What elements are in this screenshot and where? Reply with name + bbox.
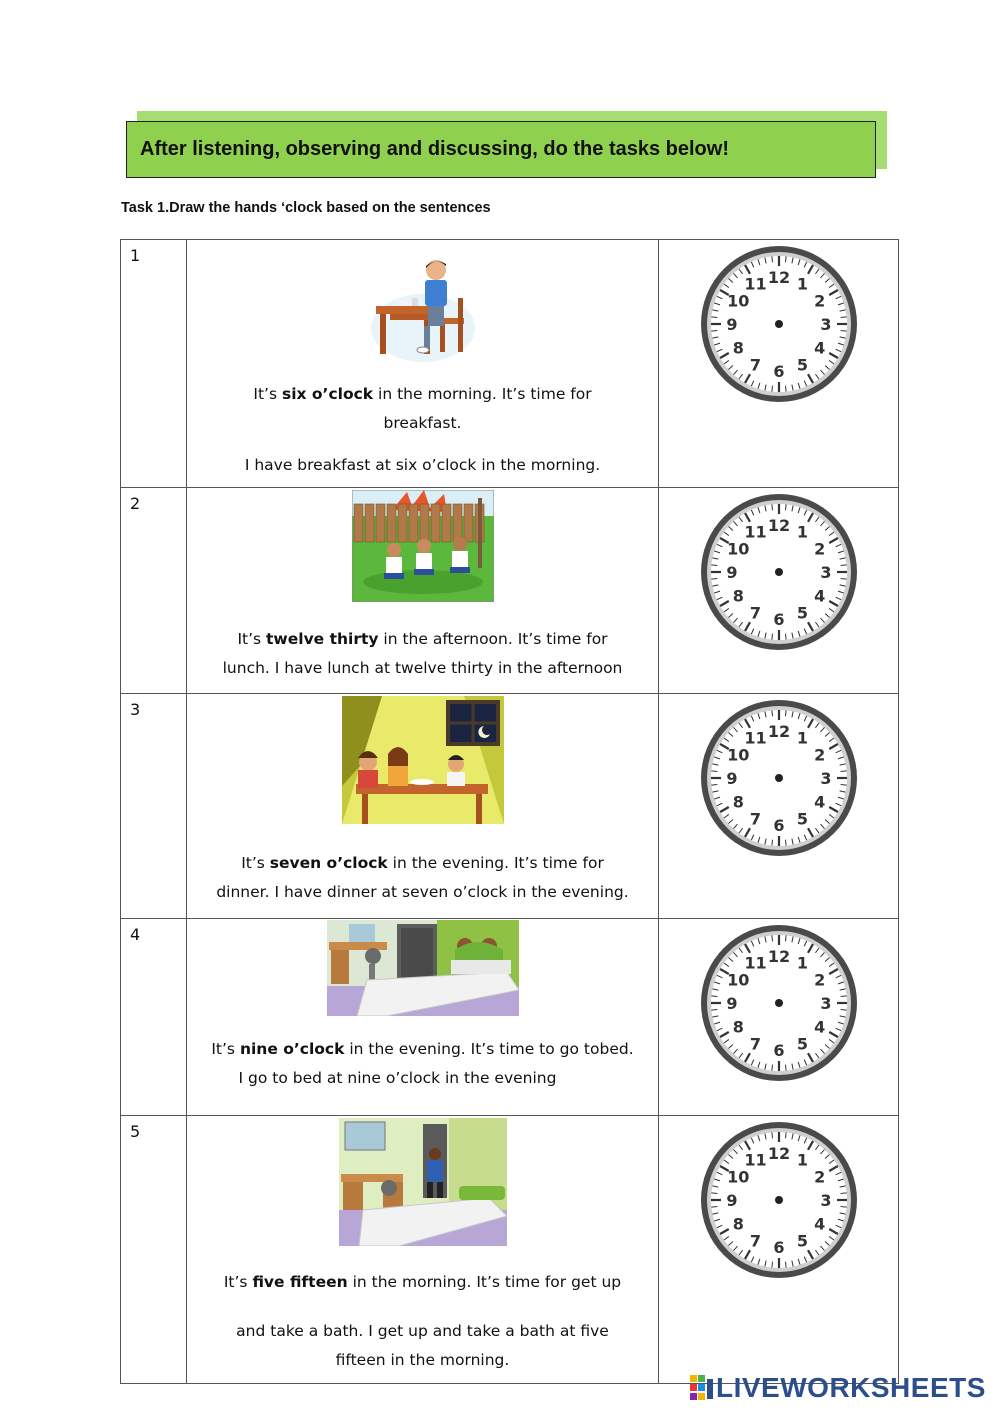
clock-number: 1: [796, 953, 809, 973]
clock-number: 6: [773, 610, 785, 629]
table-row: [121, 694, 899, 919]
clock-number: 9: [726, 769, 738, 788]
clock-tick: [711, 1193, 717, 1194]
row-content: [187, 919, 659, 1116]
clock-tick: [772, 1262, 773, 1268]
clock-number: 3: [820, 994, 832, 1013]
table-row: [121, 1116, 899, 1384]
clock-number: 8: [732, 1214, 744, 1234]
clock-number: 5: [796, 1034, 809, 1054]
clock-tick: [711, 784, 717, 785]
clock-number: 8: [732, 586, 744, 606]
clock-number: 5: [796, 1231, 809, 1251]
clock-number: 11: [744, 728, 767, 748]
sentence-line: It’s twelve thirty in the afternoon. It’s time for: [237, 630, 608, 648]
blank-clock-face[interactable]: [699, 698, 859, 858]
clock-tick: [841, 784, 847, 785]
clock-number: 8: [732, 1017, 744, 1037]
clock-tick: [711, 565, 717, 566]
clock-number: 1: [796, 1150, 809, 1170]
clock-tick: [841, 330, 847, 331]
clock-tick: [841, 996, 847, 997]
sentence-line: It’s six o’clock in the morning. It’s time for: [253, 385, 592, 403]
sentence-line: dinner. I have dinner at seven o’clock in the evening.: [216, 883, 629, 901]
clock-number: 4: [814, 586, 826, 606]
time-phrase: nine o’clock: [239, 1040, 345, 1058]
instruction-banner: [126, 121, 876, 178]
boy-breakfast-picture: [368, 258, 478, 368]
clock-number: 5: [796, 809, 809, 829]
clock-tick: [772, 256, 773, 262]
sentence-line: I have breakfast at six o’clock in the morning.: [244, 456, 601, 474]
clock-tick: [785, 1262, 786, 1268]
clock-center-dot: [775, 774, 783, 782]
clock-number: 2: [814, 539, 826, 559]
table-row: [121, 488, 899, 694]
clock-number: 9: [726, 563, 738, 582]
clock-number: 10: [727, 1167, 750, 1187]
clock-cell: [659, 919, 899, 1116]
clock-tick: [785, 1132, 786, 1138]
row-content: [187, 240, 659, 488]
clock-tick: [772, 386, 773, 392]
clock-number: 11: [744, 274, 767, 294]
clock-cell: [659, 488, 899, 694]
clock-number: 12: [767, 722, 791, 741]
sentence-line: It’s seven o’clock in the evening. It’s time for: [241, 854, 604, 872]
clock-tick: [785, 710, 786, 716]
clock-tick: [772, 840, 773, 846]
clock-number: 9: [726, 1191, 738, 1210]
clock-number: 6: [773, 1041, 785, 1060]
banner-text: After listening, observing and discussing, do the tasks below!: [140, 138, 729, 160]
clock-cell: [659, 1116, 899, 1384]
clock-number: 6: [773, 816, 785, 835]
clock-tick: [711, 996, 717, 997]
sentence-line: fifteen in the morning.: [335, 1351, 510, 1369]
sentence-line: lunch. I have lunch at twelve thirty in the afternoon: [222, 659, 623, 677]
logo-text: LIVEWORKSHEETS: [716, 1372, 986, 1403]
clock-number: 12: [767, 516, 791, 535]
clock-number: 3: [820, 563, 832, 582]
row-content: [187, 1116, 659, 1384]
clock-tick: [711, 330, 717, 331]
clock-tick: [711, 578, 717, 579]
clock-number: 3: [820, 1191, 832, 1210]
clock-tick: [772, 935, 773, 941]
clock-number: 4: [814, 1017, 826, 1037]
clock-tick: [785, 256, 786, 262]
clock-number: 8: [732, 338, 744, 358]
row-content: [187, 488, 659, 694]
clock-tick: [841, 1193, 847, 1194]
clock-tick: [772, 710, 773, 716]
clock-center-dot: [775, 568, 783, 576]
clock-number: 3: [820, 769, 832, 788]
clock-tick: [772, 1065, 773, 1071]
sentence-line: and take a bath. I get up and take a bath at five: [236, 1322, 609, 1340]
clock-number: 1: [796, 274, 809, 294]
row-number: 2: [121, 488, 187, 694]
clock-number: 2: [814, 1167, 826, 1187]
clock-number: 2: [814, 970, 826, 990]
blank-clock-face[interactable]: [699, 1120, 859, 1280]
time-phrase: five fifteen: [252, 1273, 348, 1291]
clock-center-dot: [775, 999, 783, 1007]
clock-tick: [785, 1065, 786, 1071]
clock-cell: [659, 694, 899, 919]
clock-number: 2: [814, 745, 826, 765]
clock-number: 12: [767, 1144, 791, 1163]
row-number: 4: [121, 919, 187, 1116]
clock-tick: [841, 317, 847, 318]
blank-clock-face[interactable]: [699, 244, 859, 404]
clock-tick: [785, 840, 786, 846]
row-number: 3: [121, 694, 187, 919]
clock-tick: [785, 634, 786, 640]
clock-tick: [841, 578, 847, 579]
clock-number: 7: [749, 355, 762, 375]
table-row: [121, 240, 899, 488]
clock-tick: [785, 504, 786, 510]
time-phrase: twelve thirty: [266, 630, 379, 648]
clock-tick: [841, 771, 847, 772]
kids-lunch-picture: [352, 490, 494, 602]
logo-mark-icon: [690, 1375, 714, 1401]
clock-number: 11: [744, 953, 767, 973]
clock-number: 10: [727, 291, 750, 311]
task-table: [120, 239, 899, 1384]
getting-up-picture: [339, 1118, 507, 1246]
clock-center-dot: [775, 320, 783, 328]
liveworksheets-logo: [690, 1372, 986, 1404]
clock-cell: [659, 240, 899, 488]
clock-number: 10: [727, 970, 750, 990]
clock-tick: [785, 386, 786, 392]
bedroom-night-picture: [327, 920, 519, 1016]
clock-number: 6: [773, 1238, 785, 1257]
table-row: [121, 919, 899, 1116]
sentence-line: breakfast.: [383, 414, 462, 432]
clock-tick: [772, 504, 773, 510]
blank-clock-face[interactable]: [699, 492, 859, 652]
task-1-title: Task 1.Draw the hands ‘clock based on the sentences: [121, 200, 491, 216]
clock-number: 5: [796, 355, 809, 375]
clock-number: 7: [749, 603, 762, 623]
clock-tick: [785, 935, 786, 941]
time-phrase: seven o’clock: [269, 854, 388, 872]
clock-number: 6: [773, 362, 785, 381]
blank-clock-face[interactable]: [699, 923, 859, 1083]
sentence-line: It’s nine o’clock in the evening. It’s time to go tobed.: [211, 1040, 634, 1058]
time-phrase: six o’clock: [281, 385, 374, 403]
clock-tick: [711, 317, 717, 318]
clock-tick: [772, 634, 773, 640]
row-content: [187, 694, 659, 919]
clock-tick: [841, 1009, 847, 1010]
clock-number: 2: [814, 291, 826, 311]
clock-number: 5: [796, 603, 809, 623]
family-dinner-picture: [342, 696, 504, 824]
clock-number: 4: [814, 792, 826, 812]
clock-number: 10: [727, 539, 750, 559]
clock-number: 7: [749, 809, 762, 829]
row-number: 1: [121, 240, 187, 488]
clock-number: 11: [744, 1150, 767, 1170]
sentence-line: It’s five fifteen in the morning. It’s time for get up: [223, 1273, 622, 1291]
clock-number: 8: [732, 792, 744, 812]
sentence-line: I go to bed at nine o’clock in the evening: [238, 1069, 557, 1087]
row-number: 5: [121, 1116, 187, 1384]
clock-number: 12: [767, 947, 791, 966]
clock-number: 1: [796, 522, 809, 542]
clock-tick: [841, 565, 847, 566]
clock-number: 7: [749, 1034, 762, 1054]
clock-tick: [841, 1206, 847, 1207]
clock-number: 4: [814, 338, 826, 358]
clock-tick: [711, 771, 717, 772]
clock-number: 9: [726, 994, 738, 1013]
clock-number: 11: [744, 522, 767, 542]
clock-number: 12: [767, 268, 791, 287]
clock-center-dot: [775, 1196, 783, 1204]
clock-tick: [772, 1132, 773, 1138]
clock-tick: [711, 1009, 717, 1010]
clock-number: 7: [749, 1231, 762, 1251]
clock-number: 4: [814, 1214, 826, 1234]
clock-number: 3: [820, 315, 832, 334]
clock-tick: [711, 1206, 717, 1207]
clock-number: 9: [726, 315, 738, 334]
clock-number: 1: [796, 728, 809, 748]
clock-number: 10: [727, 745, 750, 765]
